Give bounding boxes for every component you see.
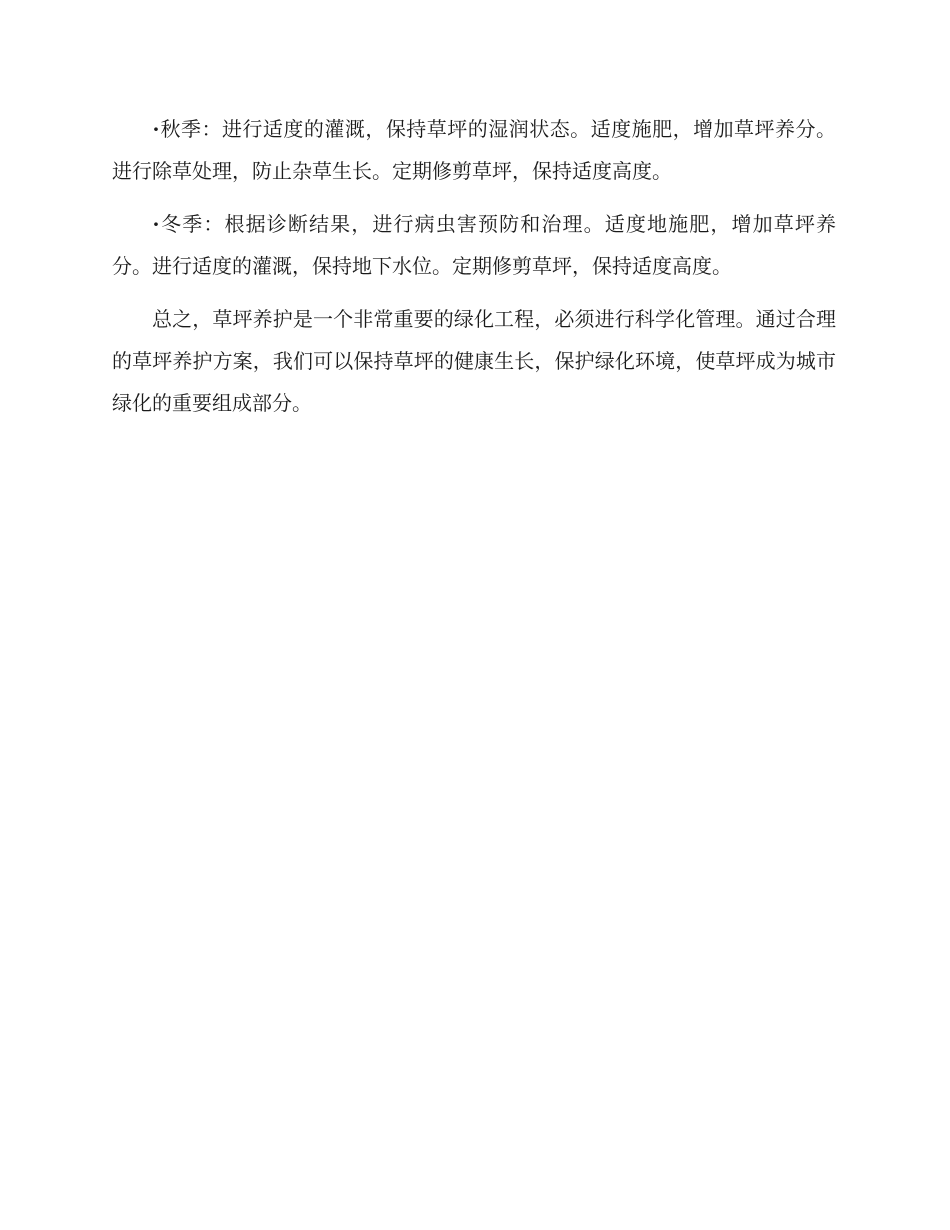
document-body	[112, 108, 836, 435]
paragraph-winter	[112, 203, 836, 287]
bullet-marker: ·	[152, 212, 160, 236]
paragraph-text: 总之，草坪养护是一个非常重要的绿化工程，必须进行科学化管理。通过合理的草坪养护方案，我们可以保持草坪的健康生长，保护绿化环境，使草坪成为城市绿化的重要组成部分。	[112, 307, 836, 415]
bullet-marker: ·	[152, 117, 160, 141]
paragraph-text: 秋季：进行适度的灌溉，保持草坪的湿润状态。适度施肥，增加草坪养分。进行除草处理，防止杂草生长。定期修剪草坪，保持适度高度。	[112, 117, 836, 183]
paragraph-autumn	[112, 108, 836, 192]
paragraph-conclusion	[112, 298, 836, 424]
paragraph-text: 冬季：根据诊断结果，进行病虫害预防和治理。适度地施肥，增加草坪养分。进行适度的灌溉，保持地下水位。定期修剪草坪，保持适度高度。	[112, 212, 836, 278]
